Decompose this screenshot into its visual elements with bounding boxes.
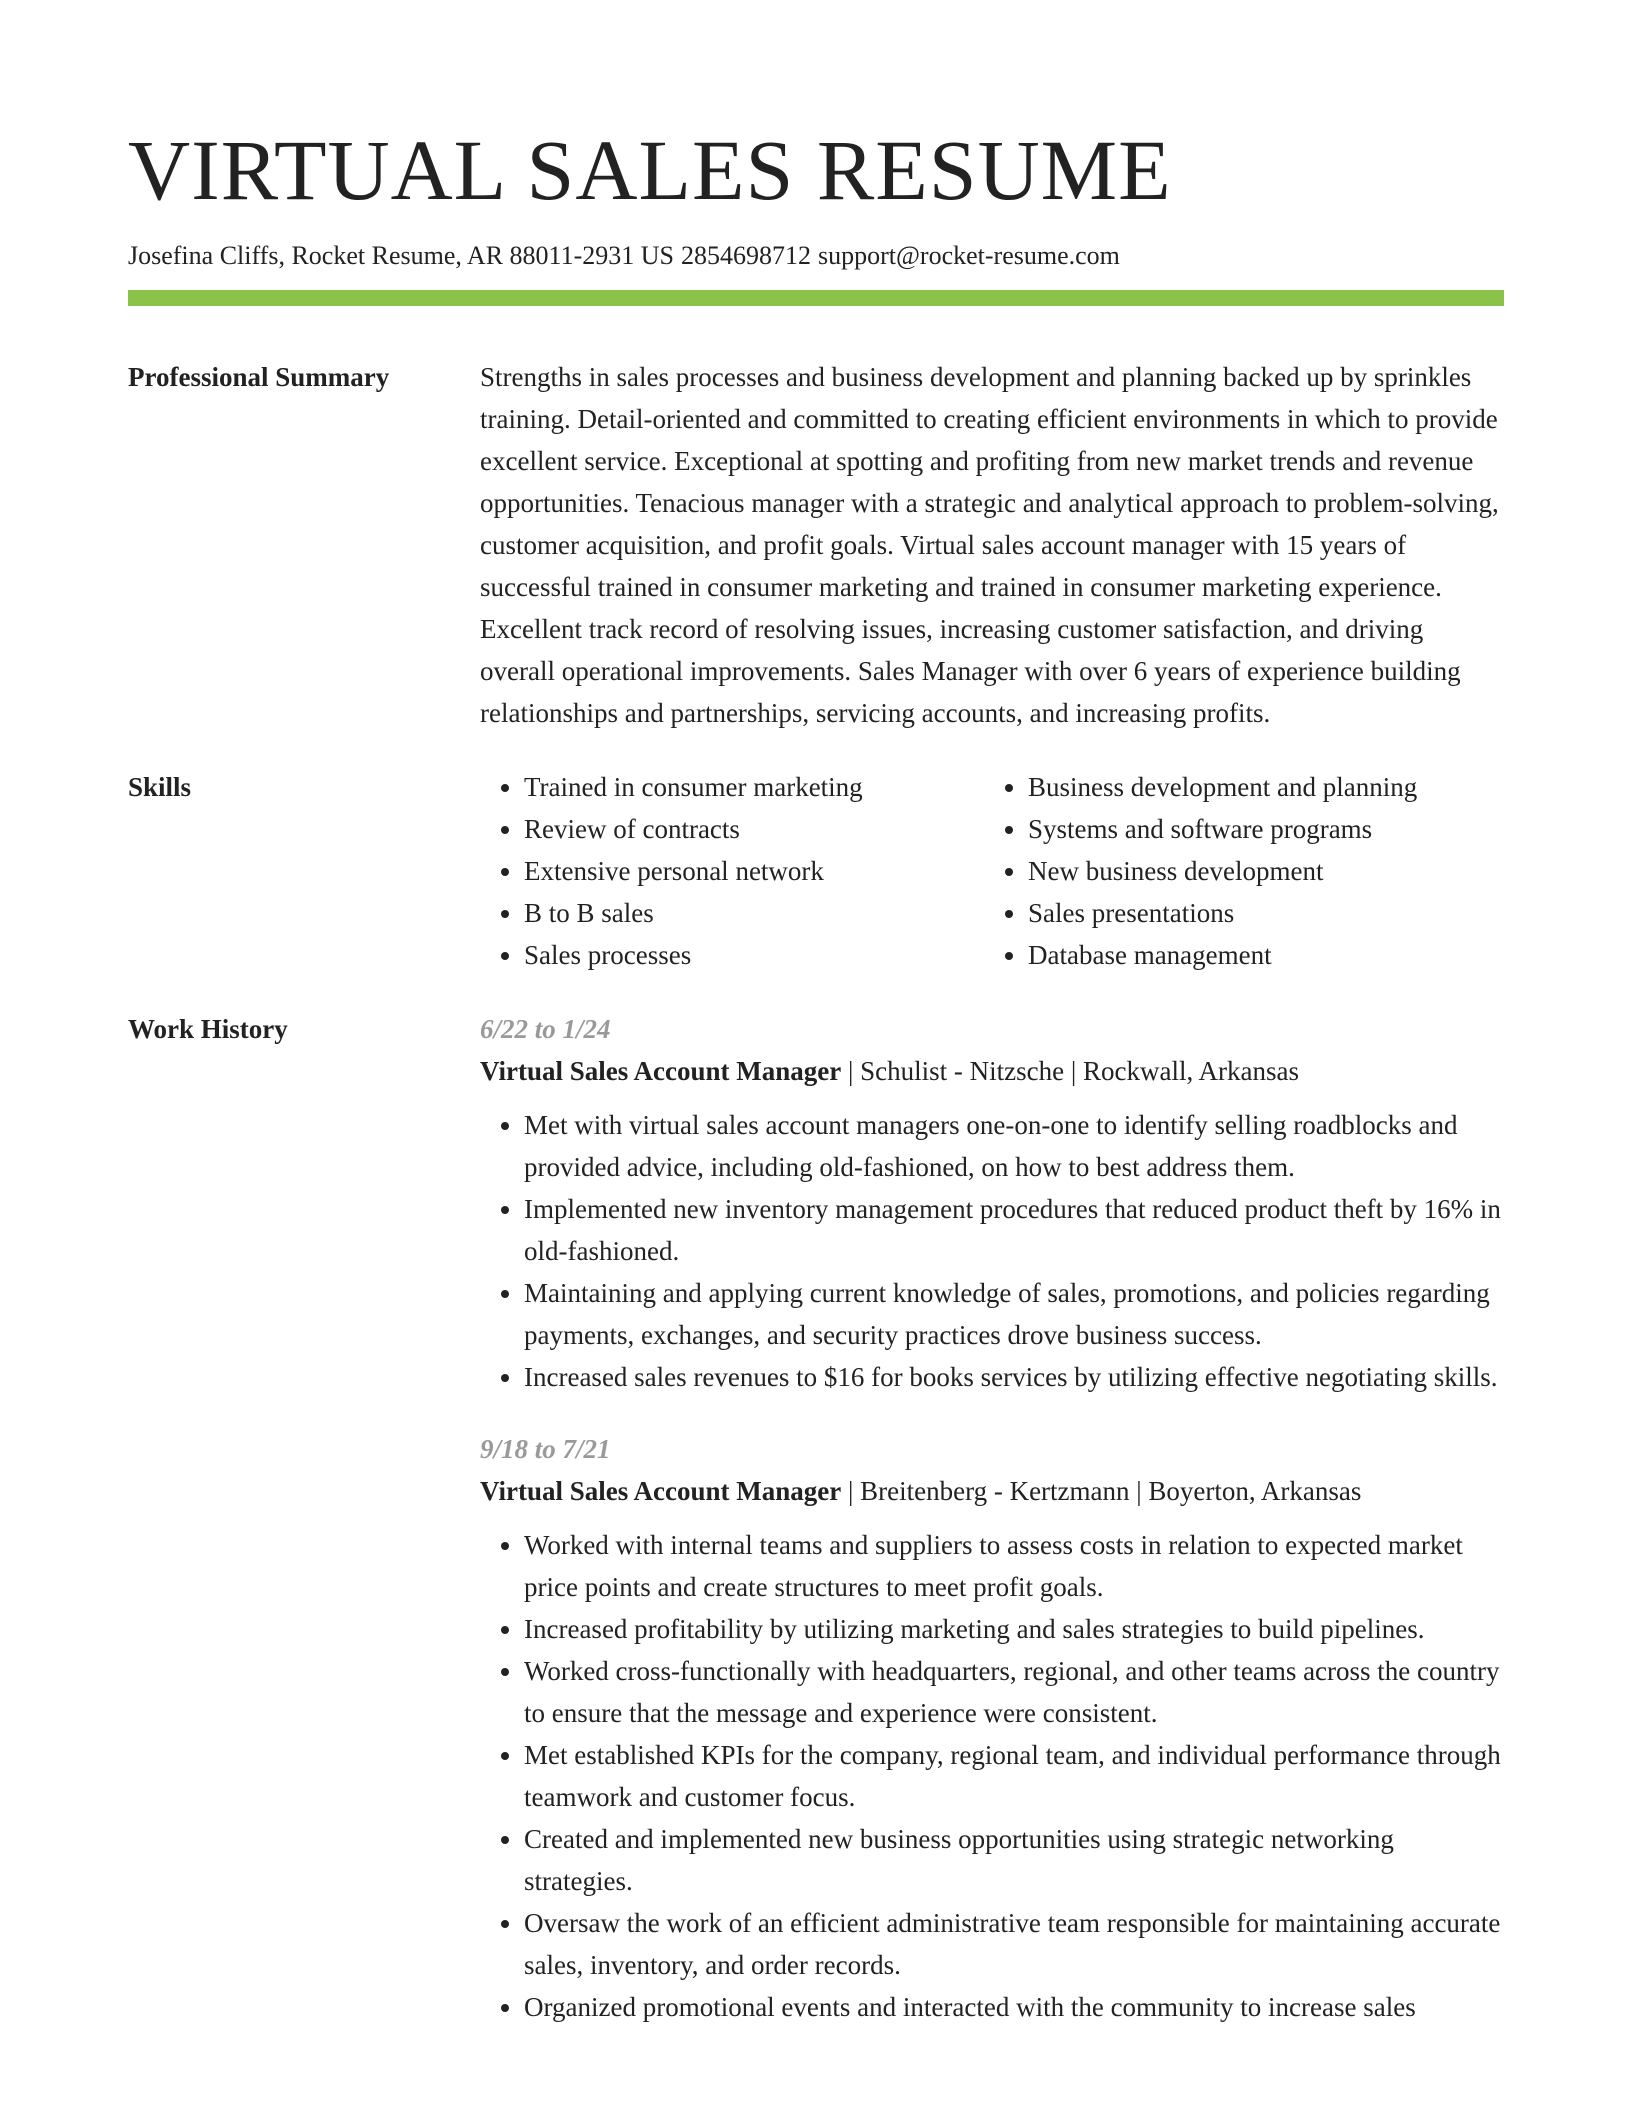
work-history-section: [128, 1008, 1504, 2028]
job-bullet: • Worked cross-functionally with headquarters, regional, and other teams across the country to ensure that the message and experience were consistent.: [524, 1650, 1504, 1734]
skill-item: • B to B sales: [524, 892, 984, 934]
skill-item: • Review of contracts: [524, 808, 984, 850]
job-entry: [480, 1008, 1504, 1398]
skill-item: • Database management: [1028, 934, 1504, 976]
skill-item: • Sales processes: [524, 934, 984, 976]
job-bullet: • Implemented new inventory management procedures that reduced product theft by 16% in old-fashioned.: [524, 1188, 1504, 1272]
contact-email: support@rocket-resume.com: [817, 241, 1120, 270]
summary-section: [128, 356, 1504, 734]
job-details: | Schulist - Nitzsche | Rockwall, Arkansas: [841, 1056, 1299, 1086]
contact-line: [128, 238, 1504, 274]
job-bullet: • Met established KPIs for the company, regional team, and individual performance through teamwork and customer focus.: [524, 1734, 1504, 1818]
skills-section: [128, 766, 1504, 976]
job-bullets: [480, 1524, 1504, 2028]
job-bullet: • Met with virtual sales account managers one-on-one to identify selling roadblocks and provided advice, including old-fashioned, on how to best address them.: [524, 1104, 1504, 1188]
work-history-label: Work History: [128, 1014, 288, 1044]
job-bullet: • Maintaining and applying current knowledge of sales, promotions, and policies regarding payments, exchanges, and security practices drove business success.: [524, 1272, 1504, 1356]
job-bullet: • Worked with internal teams and suppliers to assess costs in relation to expected market price points and create structures to meet profit goals.: [524, 1524, 1504, 1608]
job-bullet: • Organized promotional events and interacted with the community to increase sales: [524, 1986, 1504, 2028]
skill-item: • New business development: [1028, 850, 1504, 892]
job-bullet: • Oversaw the work of an efficient administrative team responsible for maintaining accurate sales, inventory, and order records.: [524, 1902, 1504, 1986]
job-heading: [480, 1470, 1504, 1512]
skill-item: • Business development and planning: [1028, 766, 1504, 808]
contact-name-address: Josefina Cliffs, Rocket Resume, AR 88011-2931 US: [128, 241, 674, 270]
job-entry: [480, 1428, 1504, 2028]
job-bullets: [480, 1104, 1504, 1398]
summary-label: Professional Summary: [128, 362, 390, 392]
skills-label: Skills: [128, 772, 192, 802]
job-title: Virtual Sales Account Manager: [480, 1476, 842, 1506]
job-dates: 9/18 to 7/21: [480, 1434, 611, 1464]
job-bullet: • Created and implemented new business opportunities using strategic networking strategies.: [524, 1818, 1504, 1902]
skills-column-1: [480, 766, 984, 976]
job-bullet: • Increased profitability by utilizing marketing and sales strategies to build pipelines.: [524, 1608, 1504, 1650]
job-bullet: • Increased sales revenues to $16 for books services by utilizing effective negotiating skills.: [524, 1356, 1504, 1398]
work-history-body: [480, 1008, 1504, 2028]
job-dates: 6/22 to 1/24: [480, 1014, 611, 1044]
job-heading: [480, 1050, 1504, 1092]
resume-title: VIRTUAL SALES RESUME: [128, 122, 1172, 218]
header-divider: [128, 290, 1504, 306]
job-title: Virtual Sales Account Manager: [480, 1056, 842, 1086]
skills-column-2: [984, 766, 1504, 976]
skill-item: • Trained in consumer marketing: [524, 766, 984, 808]
skills-grid: [480, 766, 1504, 976]
summary-text: Strengths in sales processes and business development and planning backed up by sprinkles training. Detail-oriented and committed to creating efficient environments in which to provide excellent service. Exceptional at spotting and profiting from new market trends and revenue opportunities. Tenacious manager with a strategic and analytical approach to problem-solving, customer acquisition, and profit goals. Virtual sales account manager with 15 years of successful trained in consumer marketing and trained in consumer marketing experience. Excellent track record of resolving issues, increasing customer satisfaction, and driving overall operational improvements. Sales Manager with over 6 years of experience building relationships and partnerships, servicing accounts, and increasing profits.: [480, 362, 1499, 728]
skill-item: • Sales presentations: [1028, 892, 1504, 934]
job-details: | Breitenberg - Kertzmann | Boyerton, Arkansas: [841, 1476, 1362, 1506]
skill-item: • Extensive personal network: [524, 850, 984, 892]
contact-phone: 2854698712: [680, 241, 811, 270]
skill-item: • Systems and software programs: [1028, 808, 1504, 850]
